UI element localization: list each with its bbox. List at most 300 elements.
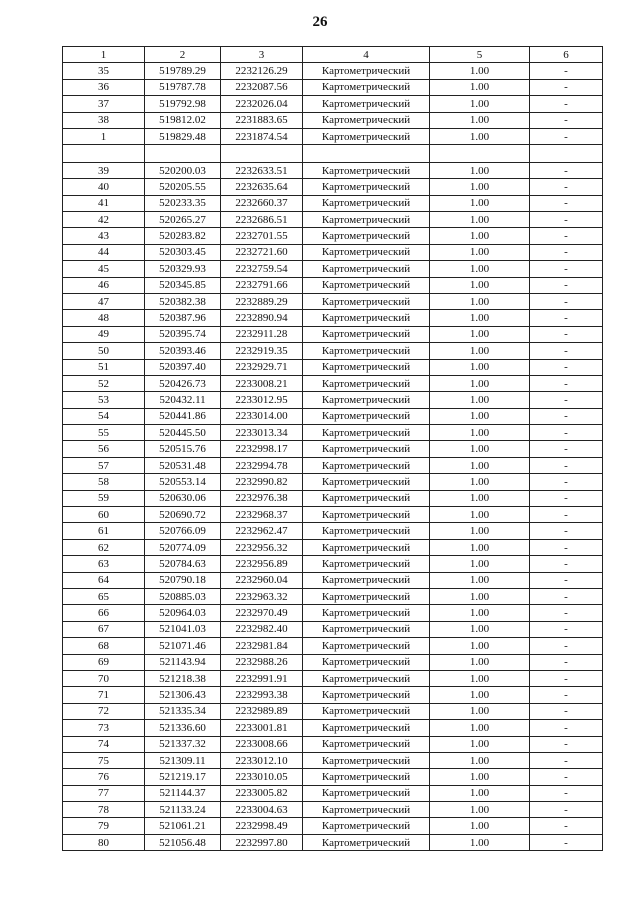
table-row [63, 687, 603, 703]
table-cell: 1.00 [430, 572, 530, 588]
table-cell: 2232963.32 [221, 589, 303, 605]
table-cell: 1.00 [430, 425, 530, 441]
table-cell: Картометрический [303, 572, 430, 588]
table-cell: 1.00 [430, 244, 530, 260]
table-cell: 2232791.66 [221, 277, 303, 293]
table-cell: 2232889.29 [221, 293, 303, 309]
table-cell: - [530, 375, 603, 391]
table-cell: 2232993.38 [221, 687, 303, 703]
table-cell: 43 [63, 228, 145, 244]
table-cell: 2232919.35 [221, 343, 303, 359]
table-row [63, 457, 603, 473]
table-cell: 520774.09 [145, 539, 221, 555]
table-row [63, 359, 603, 375]
table-cell: 1.00 [430, 228, 530, 244]
table-cell: Картометрический [303, 261, 430, 277]
table-cell: 60 [63, 507, 145, 523]
table-cell: 2232759.54 [221, 261, 303, 277]
table-cell: Картометрический [303, 277, 430, 293]
table-cell: - [530, 162, 603, 178]
table-cell: - [530, 785, 603, 801]
table-cell: 2233005.82 [221, 785, 303, 801]
table-row [63, 179, 603, 195]
table-cell: 2232929.71 [221, 359, 303, 375]
table-cell: 1.00 [430, 785, 530, 801]
table-cell: 1.00 [430, 621, 530, 637]
table-cell: 520395.74 [145, 326, 221, 342]
table-cell: Картометрический [303, 293, 430, 309]
table-row [63, 277, 603, 293]
table-cell: 1.00 [430, 310, 530, 326]
table-row [63, 769, 603, 785]
table-cell: - [530, 670, 603, 686]
table-cell [430, 145, 530, 163]
table-cell: 2232968.37 [221, 507, 303, 523]
table-cell: - [530, 277, 603, 293]
table-cell: 519789.29 [145, 63, 221, 79]
table-cell: - [530, 128, 603, 144]
table-cell: - [530, 179, 603, 195]
table-cell: 520531.48 [145, 457, 221, 473]
table-cell: 1.00 [430, 769, 530, 785]
table-cell: 2233008.66 [221, 736, 303, 752]
table-cell: 521219.17 [145, 769, 221, 785]
table-cell: Картометрический [303, 785, 430, 801]
table-cell: 67 [63, 621, 145, 637]
table-cell: 520387.96 [145, 310, 221, 326]
table-cell: 1.00 [430, 736, 530, 752]
table-cell: Картометрический [303, 703, 430, 719]
table-cell: Картометрический [303, 457, 430, 473]
table-cell: 80 [63, 834, 145, 850]
table-cell: 520200.03 [145, 162, 221, 178]
table-cell: - [530, 326, 603, 342]
table-cell: 2232721.60 [221, 244, 303, 260]
table-cell: Картометрический [303, 802, 430, 818]
table-row [63, 244, 603, 260]
table-cell: 1.00 [430, 752, 530, 768]
table-cell: 519787.78 [145, 79, 221, 95]
table-cell: 38 [63, 112, 145, 128]
table-cell: Картометрический [303, 392, 430, 408]
table-row [63, 539, 603, 555]
table-cell: - [530, 736, 603, 752]
table-cell: Картометрический [303, 162, 430, 178]
table-cell: Картометрический [303, 228, 430, 244]
table-cell: 2232994.78 [221, 457, 303, 473]
table-cell: 2232976.38 [221, 490, 303, 506]
table-cell: 521041.03 [145, 621, 221, 637]
table-cell: 521071.46 [145, 638, 221, 654]
table-cell: - [530, 638, 603, 654]
table-row [63, 818, 603, 834]
table-cell: 520964.03 [145, 605, 221, 621]
table-cell: Картометрический [303, 79, 430, 95]
table-cell: Картометрический [303, 179, 430, 195]
table-body [63, 47, 603, 851]
table-cell: Картометрический [303, 720, 430, 736]
table-row [63, 79, 603, 95]
table-cell: 2232956.32 [221, 539, 303, 555]
table-cell: 1.00 [430, 343, 530, 359]
table-cell: - [530, 802, 603, 818]
table-cell: 48 [63, 310, 145, 326]
table-cell: 1.00 [430, 162, 530, 178]
table-cell: 1.00 [430, 638, 530, 654]
table-cell: 2233010.05 [221, 769, 303, 785]
table-cell: 1.00 [430, 834, 530, 850]
table-cell: Картометрический [303, 638, 430, 654]
table-cell: Картометрический [303, 343, 430, 359]
table-cell: 62 [63, 539, 145, 555]
table-cell: 1.00 [430, 654, 530, 670]
table-cell: 520515.76 [145, 441, 221, 457]
table-cell: 45 [63, 261, 145, 277]
table-cell: 520397.40 [145, 359, 221, 375]
table-cell: Картометрический [303, 359, 430, 375]
table-cell: 36 [63, 79, 145, 95]
coordinates-table [62, 46, 603, 851]
table-cell: 1.00 [430, 490, 530, 506]
table-cell: 1 [63, 128, 145, 144]
table-cell: Картометрический [303, 212, 430, 228]
table-cell: 1.00 [430, 720, 530, 736]
table-cell: Картометрический [303, 195, 430, 211]
table-cell [63, 145, 145, 163]
table-cell: - [530, 112, 603, 128]
table-cell: 55 [63, 425, 145, 441]
table-cell: - [530, 605, 603, 621]
table-cell: 2232989.89 [221, 703, 303, 719]
table-cell: 2232962.47 [221, 523, 303, 539]
table-row [63, 375, 603, 391]
table-cell: 2232890.94 [221, 310, 303, 326]
table-cell: - [530, 490, 603, 506]
table-cell: Картометрический [303, 523, 430, 539]
table-cell: 2232982.40 [221, 621, 303, 637]
table-cell: 2232990.82 [221, 474, 303, 490]
table-cell: 520441.86 [145, 408, 221, 424]
table-cell: Картометрический [303, 128, 430, 144]
table-cell: - [530, 654, 603, 670]
table-row [63, 703, 603, 719]
table-cell: 1.00 [430, 441, 530, 457]
table-cell: 520205.55 [145, 179, 221, 195]
table-cell: Картометрический [303, 63, 430, 79]
table-cell: - [530, 818, 603, 834]
table-cell: Картометрический [303, 621, 430, 637]
table-row [63, 441, 603, 457]
table-cell: 521144.37 [145, 785, 221, 801]
table-cell: - [530, 621, 603, 637]
table-cell: 2232991.91 [221, 670, 303, 686]
table-cell: Картометрический [303, 507, 430, 523]
table-row [63, 228, 603, 244]
table-cell: 35 [63, 63, 145, 79]
table-cell: Картометрический [303, 654, 430, 670]
table-cell: 2232660.37 [221, 195, 303, 211]
table-cell: 79 [63, 818, 145, 834]
table-cell: Картометрический [303, 539, 430, 555]
table-row [63, 326, 603, 342]
table-cell: 520630.06 [145, 490, 221, 506]
table-cell: 1.00 [430, 556, 530, 572]
table-row [63, 802, 603, 818]
table-cell: Картометрический [303, 670, 430, 686]
table-cell: - [530, 769, 603, 785]
table-cell: 1.00 [430, 818, 530, 834]
table-cell: 78 [63, 802, 145, 818]
table-cell: 2232633.51 [221, 162, 303, 178]
table-cell: - [530, 79, 603, 95]
table-cell: 519792.98 [145, 96, 221, 112]
table-cell: - [530, 359, 603, 375]
table-cell: 76 [63, 769, 145, 785]
table-cell: 1.00 [430, 408, 530, 424]
table-row [63, 752, 603, 768]
table-cell: 52 [63, 375, 145, 391]
table-cell: Картометрический [303, 96, 430, 112]
table-cell: 2232988.26 [221, 654, 303, 670]
table-cell: 2233001.81 [221, 720, 303, 736]
table-cell: 520766.09 [145, 523, 221, 539]
page-number: 26 [312, 14, 328, 30]
table-cell: 521133.24 [145, 802, 221, 818]
column-header: 5 [430, 47, 530, 63]
table-row [63, 162, 603, 178]
table-cell: - [530, 261, 603, 277]
table-cell: - [530, 244, 603, 260]
table-cell: 521056.48 [145, 834, 221, 850]
table-row [63, 63, 603, 79]
table-cell: 1.00 [430, 261, 530, 277]
table-cell: - [530, 703, 603, 719]
table-cell: 520426.73 [145, 375, 221, 391]
table-cell: 521061.21 [145, 818, 221, 834]
table-row [63, 293, 603, 309]
table-cell: - [530, 523, 603, 539]
table-cell: 1.00 [430, 63, 530, 79]
table-separator-row [63, 145, 603, 163]
table-cell: - [530, 408, 603, 424]
table-row [63, 490, 603, 506]
table-cell: 40 [63, 179, 145, 195]
table-cell: 2231874.54 [221, 128, 303, 144]
table-cell: 2232981.84 [221, 638, 303, 654]
table-cell: 59 [63, 490, 145, 506]
column-header: 3 [221, 47, 303, 63]
table-cell: 1.00 [430, 128, 530, 144]
table-cell: 42 [63, 212, 145, 228]
table-cell: 520393.46 [145, 343, 221, 359]
table-cell: 63 [63, 556, 145, 572]
table-cell: 46 [63, 277, 145, 293]
table-row [63, 736, 603, 752]
table-cell: Картометрический [303, 310, 430, 326]
table-cell: 2232701.55 [221, 228, 303, 244]
table-row [63, 392, 603, 408]
table-cell: 2233013.34 [221, 425, 303, 441]
table-cell: 2232960.04 [221, 572, 303, 588]
table-cell: 1.00 [430, 703, 530, 719]
table-cell: 1.00 [430, 507, 530, 523]
table-cell: 521306.43 [145, 687, 221, 703]
table-cell: - [530, 343, 603, 359]
table-cell: 520690.72 [145, 507, 221, 523]
table-cell: 70 [63, 670, 145, 686]
table-cell: 521143.94 [145, 654, 221, 670]
table-cell: 1.00 [430, 589, 530, 605]
table-cell: 2232026.04 [221, 96, 303, 112]
table-cell: - [530, 556, 603, 572]
table-cell: Картометрический [303, 736, 430, 752]
table-cell: - [530, 507, 603, 523]
table-cell: 1.00 [430, 687, 530, 703]
table-cell: 39 [63, 162, 145, 178]
table-row [63, 112, 603, 128]
table-cell: 41 [63, 195, 145, 211]
table-cell: - [530, 310, 603, 326]
table-row [63, 670, 603, 686]
table-cell: Картометрический [303, 589, 430, 605]
table-row [63, 605, 603, 621]
table-cell: - [530, 474, 603, 490]
table-cell: 520784.63 [145, 556, 221, 572]
table-cell: 521309.11 [145, 752, 221, 768]
table-cell: 520265.27 [145, 212, 221, 228]
table-cell: 520885.03 [145, 589, 221, 605]
table-cell: - [530, 212, 603, 228]
table-cell: 69 [63, 654, 145, 670]
table-cell: - [530, 752, 603, 768]
table-cell: 37 [63, 96, 145, 112]
table-cell: 1.00 [430, 457, 530, 473]
table-cell: 2232635.64 [221, 179, 303, 195]
table-cell: - [530, 228, 603, 244]
table-row [63, 212, 603, 228]
table-cell: Картометрический [303, 818, 430, 834]
table-cell: 57 [63, 457, 145, 473]
table-cell: 519829.48 [145, 128, 221, 144]
column-header: 1 [63, 47, 145, 63]
table-cell: 520432.11 [145, 392, 221, 408]
table-cell: Картометрический [303, 425, 430, 441]
table-cell: 58 [63, 474, 145, 490]
table-cell: 50 [63, 343, 145, 359]
column-header: 6 [530, 47, 603, 63]
table-cell: 75 [63, 752, 145, 768]
table-cell: - [530, 293, 603, 309]
table-cell: 520382.38 [145, 293, 221, 309]
table-cell: - [530, 457, 603, 473]
table-cell: Картометрический [303, 490, 430, 506]
table-cell: 520790.18 [145, 572, 221, 588]
table-cell: 1.00 [430, 96, 530, 112]
table-cell: Картометрический [303, 752, 430, 768]
table-cell [145, 145, 221, 163]
table-cell: 520329.93 [145, 261, 221, 277]
table-cell: 51 [63, 359, 145, 375]
table-cell: Картометрический [303, 834, 430, 850]
table-row [63, 556, 603, 572]
table-row [63, 128, 603, 144]
table-row [63, 408, 603, 424]
table-cell: - [530, 687, 603, 703]
table-cell: - [530, 425, 603, 441]
table-cell: 65 [63, 589, 145, 605]
table-cell: - [530, 195, 603, 211]
table-cell: 1.00 [430, 375, 530, 391]
table-cell: 2232998.17 [221, 441, 303, 457]
table-cell: 1.00 [430, 392, 530, 408]
table-cell: 520553.14 [145, 474, 221, 490]
table-cell: 1.00 [430, 670, 530, 686]
table-row [63, 474, 603, 490]
table-cell: Картометрический [303, 326, 430, 342]
table-cell: 2232998.49 [221, 818, 303, 834]
table-cell: 53 [63, 392, 145, 408]
table-header-row [63, 47, 603, 63]
table-row [63, 785, 603, 801]
table-cell: 1.00 [430, 112, 530, 128]
table-cell: 1.00 [430, 605, 530, 621]
table-cell [221, 145, 303, 163]
table-cell: 2233012.10 [221, 752, 303, 768]
table-cell: Картометрический [303, 112, 430, 128]
table-cell: 520445.50 [145, 425, 221, 441]
table-cell: 521335.34 [145, 703, 221, 719]
table-cell: 521336.60 [145, 720, 221, 736]
table-row [63, 343, 603, 359]
table-cell: - [530, 96, 603, 112]
table-cell: Картометрический [303, 556, 430, 572]
table-row [63, 654, 603, 670]
table-cell: Картометрический [303, 474, 430, 490]
table-cell: 71 [63, 687, 145, 703]
table-row [63, 310, 603, 326]
table-cell: 520283.82 [145, 228, 221, 244]
table-cell: Картометрический [303, 769, 430, 785]
table-cell: Картометрический [303, 441, 430, 457]
table-row [63, 261, 603, 277]
table-cell: 44 [63, 244, 145, 260]
table-row [63, 425, 603, 441]
table-cell: 64 [63, 572, 145, 588]
table-row [63, 507, 603, 523]
table-cell: 68 [63, 638, 145, 654]
table-cell: 72 [63, 703, 145, 719]
table-cell: 56 [63, 441, 145, 457]
table-cell: 1.00 [430, 359, 530, 375]
table-cell: 519812.02 [145, 112, 221, 128]
table-row [63, 834, 603, 850]
table-cell: 73 [63, 720, 145, 736]
table-cell: Картометрический [303, 244, 430, 260]
table-cell: 54 [63, 408, 145, 424]
table-cell: 520303.45 [145, 244, 221, 260]
table-cell: 1.00 [430, 539, 530, 555]
table-row [63, 523, 603, 539]
table-cell: 47 [63, 293, 145, 309]
table-cell: - [530, 441, 603, 457]
table-cell: 2232087.56 [221, 79, 303, 95]
table-cell: - [530, 63, 603, 79]
table-cell: - [530, 720, 603, 736]
table-cell: 2232126.29 [221, 63, 303, 79]
table-cell: - [530, 539, 603, 555]
table-cell: 49 [63, 326, 145, 342]
table-cell: 1.00 [430, 802, 530, 818]
